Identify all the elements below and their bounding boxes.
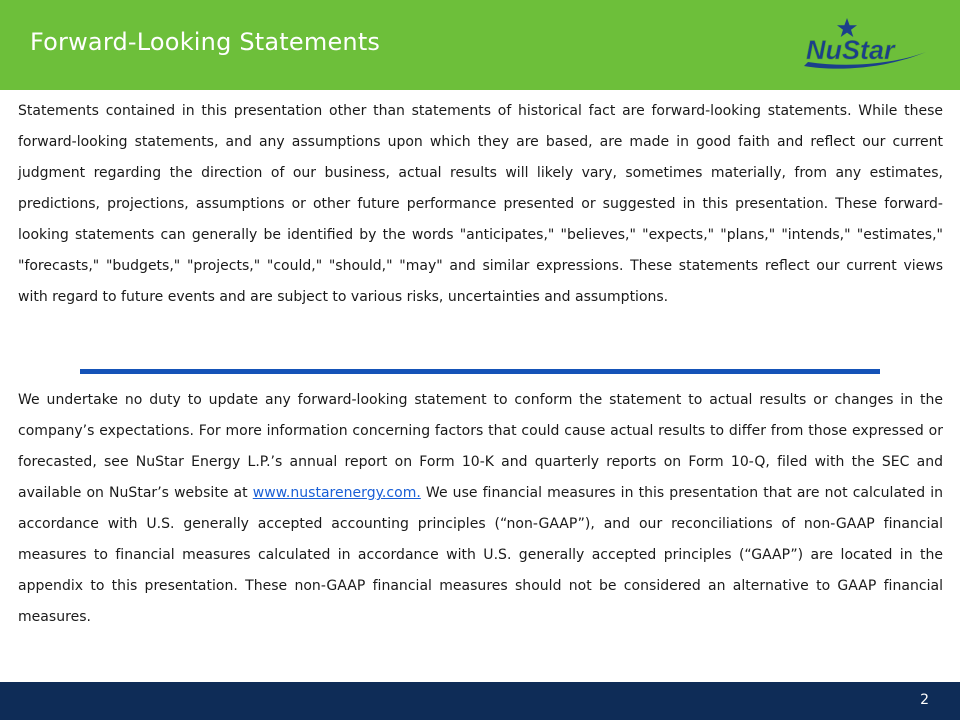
- header-bar: [0, 0, 960, 90]
- nustar-logo-graphic: [798, 16, 934, 78]
- disclaimer-paragraph: [18, 385, 943, 633]
- logo-wordmark: NuStar: [806, 35, 895, 65]
- forward-looking-paragraph: Statements contained in this presentation other than statements of historical fact are forward-looking statements. While these forward-looking statements, and any assumptions upon which they are based, are made in good faith and reflect our current judgment regarding the direction of our business, actual results will likely vary, sometimes materially, from any estimates, predictions, projections, assumptions or other future performance presented or suggested in this presentation. These forward-looking statements can generally be identified by the words "anticipates," "believes," "expects," "plans," "intends," "estimates," "forecasts," "budgets," "projects," "could," "should," "may" and similar expressions. These statements reflect our current views with regard to future events and are subject to various risks, uncertainties and assumptions.: [18, 103, 943, 305]
- disclaimer-text-part-2: We use financial measures in this presentation that are not calculated in accordance with U.S. generally accepted accounting principles (“non-GAAP”), and our reconciliations of non-GAAP financial measures to financial measures calculated in accordance with U.S. generally accepted principles (“GAAP”) are located in the appendix to this presentation. These non-GAAP financial measures should not be considered an alternative to GAAP financial measures.: [18, 485, 943, 625]
- company-logo: [798, 16, 934, 78]
- footer-bar: [0, 682, 960, 720]
- page-title: Forward-Looking Statements: [30, 28, 381, 56]
- section-divider: [80, 369, 880, 374]
- disclaimer-text-part-1: We undertake no duty to update any forward-looking statement to conform the statement to actual results or changes in the company’s expectations. For more information concerning factors that could cause actual results to differ from those expressed or forecasted, see NuStar Energy L.P.’s annual report on Form 10-K and quarterly reports on Form 10-Q, filed with the SEC and available on NuStar’s website at: [18, 392, 943, 501]
- page-number: 2: [920, 692, 929, 708]
- website-link[interactable]: www.nustarenergy.com.: [252, 485, 421, 501]
